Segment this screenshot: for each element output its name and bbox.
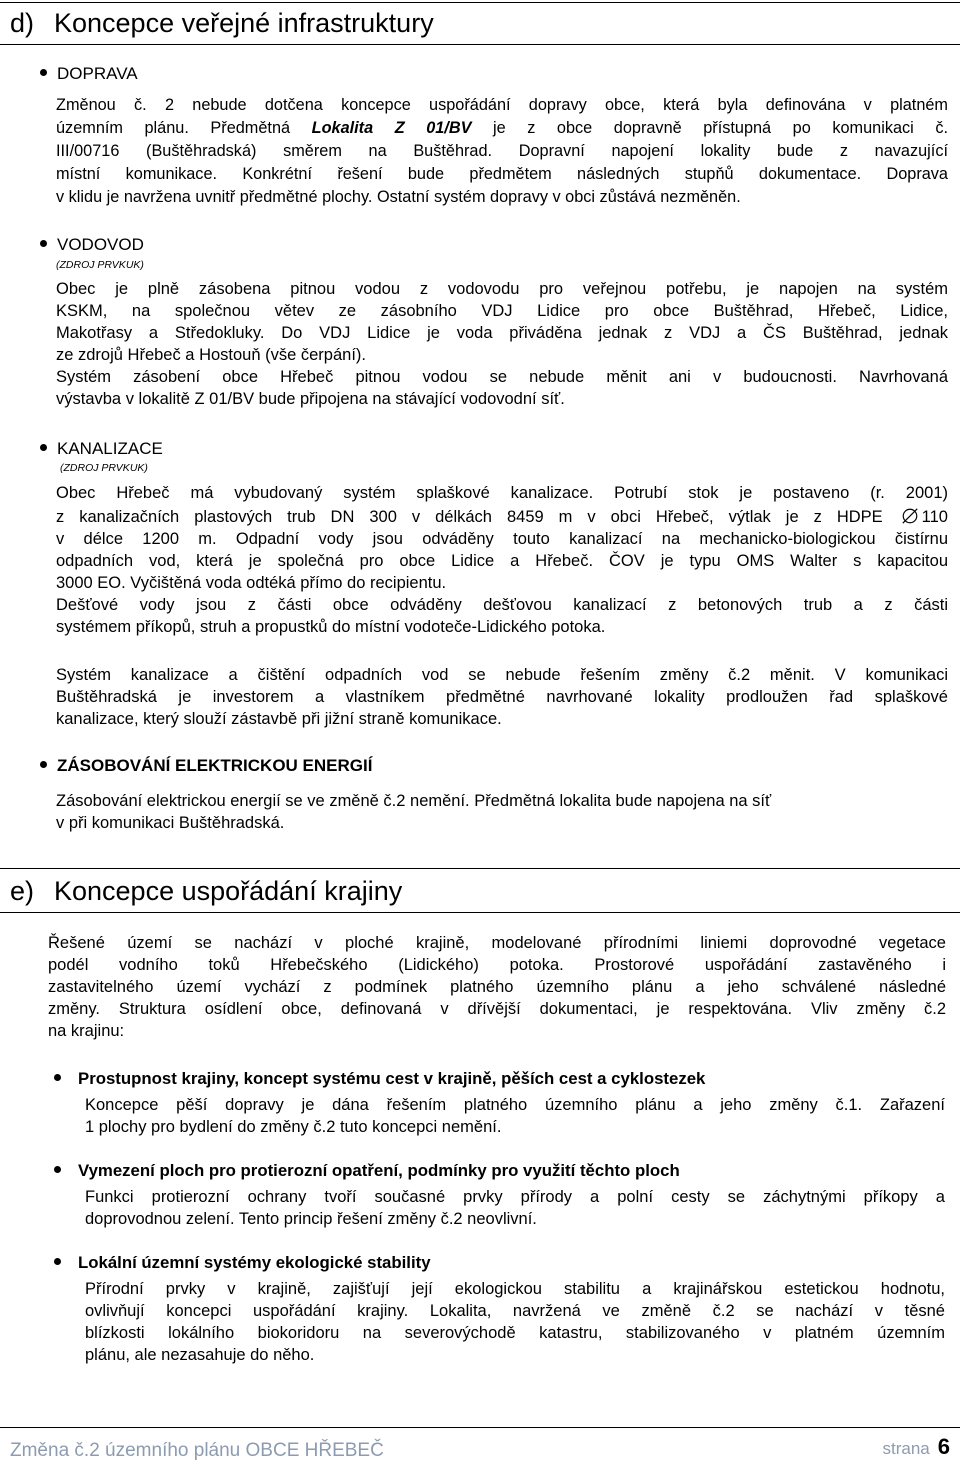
bullet-icon	[40, 444, 47, 451]
krajina-item-2-heading	[54, 1161, 680, 1181]
krajina-item-line: doprovodnou zelení. Tento princip řešení změny č.2 neovlivní.	[85, 1210, 537, 1228]
intro-line: Řešené území se nachází v ploché krajině, modelované přírodními liniemi doprovodné vegetace	[48, 934, 946, 952]
vodovod-heading-text: VODOVOD	[57, 235, 144, 254]
section-e-title: Koncepce uspořádání krajiny	[54, 876, 403, 906]
section-d-number: d)	[10, 8, 35, 38]
vodovod-line: Obec je plně zásobena pitnou vodou z vodovodu pro veřejnou potřebu, je napojen na systém	[56, 280, 948, 298]
vodovod-line: ze zdrojů Hřebeč a Hostouň (vše čerpání).	[56, 346, 366, 364]
kanalizace-line-value: 110	[921, 508, 948, 526]
section-e-bottom-rule	[0, 912, 960, 913]
kanalizace-line: odpadních vod, která je společná pro obce Lidice a Hřebeč. ČOV je typu OMS Walter s kapacitou	[56, 552, 948, 570]
bullet-icon	[54, 1258, 61, 1265]
footer-document-title: Změna č.2 územního plánu OBCE HŘEBEČ	[10, 1440, 384, 1461]
krajina-item-heading-text: Prostupnost krajiny, koncept systému cest v krajině, pěších cest a cyklostezek	[78, 1069, 706, 1088]
krajina-item-line: plánu, ale nezasahuje do něho.	[85, 1346, 315, 1364]
kanalizace-line-text: z kanalizačních plastových trub DN 300 v délkách 8459 m v obci Hřebeč, výtlak je z HDPE	[56, 508, 883, 526]
bullet-icon	[40, 761, 47, 768]
section-e-heading	[10, 876, 402, 907]
energie-heading-text: ZÁSOBOVÁNÍ ELEKTRICKOU ENERGIÍ	[57, 756, 373, 775]
vodovod-line: výstavba v lokalitě Z 01/BV bude připojena na stávající vodovodní síť.	[56, 390, 565, 408]
kanalizace-heading	[40, 439, 163, 459]
diameter-icon	[901, 507, 919, 525]
footer-rule	[0, 1427, 960, 1428]
krajina-item-2-text	[85, 1186, 945, 1230]
kanalizace-line: 3000 EO. Vyčištěná voda odtéká přímo do recipientu.	[56, 574, 447, 592]
doprava-paragraph	[56, 94, 948, 209]
energie-paragraph	[56, 790, 948, 834]
intro-line: změny. Struktura osídlení obce, definovaná v dřívější dokumentaci, je respektována. Vliv změny č.2	[48, 1000, 946, 1018]
intro-line: zastavitelného území vychází z podmínek platného územního plánu a jeho schválené následné	[48, 978, 946, 996]
lokalita-emphasis: Lokalita Z 01/BV	[311, 119, 472, 137]
kanalizace-line: v délce 1200 m. Odpadní vody jsou odváděny touto kanalizací na mechanicko-biologickou čistírnu	[56, 530, 948, 548]
section-d-bottom-rule	[0, 44, 960, 45]
krajina-item-3-heading	[54, 1253, 431, 1273]
doprava-line: místní komunikace. Konkrétní řešení bude předmětem následných stupňů dokumentace. Doprava	[56, 165, 948, 183]
kanalizace-line: systémem příkopů, struh a propustků do místní vodoteče-Lidického potoka.	[56, 618, 606, 636]
krajina-item-line: blízkosti lokálního biokoridoru na severovýchodě katastru, stabilizovaného v platném územním	[85, 1324, 945, 1342]
page-footer	[10, 1434, 950, 1462]
footer-page-number: 6	[937, 1434, 950, 1459]
doprava-line: III/00716 (Buštěhradská) směrem na Buštěhrad. Dopravní napojení lokality bude z navazující	[56, 142, 948, 160]
section-e-top-rule	[0, 868, 960, 869]
bullet-icon	[54, 1074, 61, 1081]
kanalizace-line: Obec Hřebeč má vybudovaný systém splaškové kanalizace. Potrubí stok je postaveno (r. 2001)	[56, 484, 948, 502]
krajina-item-heading-text: Lokální územní systémy ekologické stability	[78, 1253, 431, 1272]
vodovod-line: Makotřasy a Středokluky. Do VDJ Lidice je voda přiváděna jednak z VDJ a ČS Buštěhrad, jednak	[56, 324, 948, 342]
doprava-line: Změnou č. 2 nebude dotčena koncepce uspořádání dopravy obce, která byla definována v platném	[56, 96, 948, 114]
krajina-item-1-text	[85, 1094, 945, 1138]
section-d-title: Koncepce veřejné infrastruktury	[54, 8, 434, 38]
section-d-top-rule	[0, 2, 960, 3]
krajina-item-line: Funkci protierozní ochrany tvoří současné prvky přírody a polní cesty se záchytnými příkopy a	[85, 1188, 945, 1206]
bullet-icon	[40, 240, 47, 247]
section-d-heading	[10, 8, 434, 39]
energie-line: v při komunikaci Buštěhradská.	[56, 814, 285, 832]
kanalizace-line: Systém kanalizace a čištění odpadních vod se nebude řešením změny č.2 měnit. V komunikaci	[56, 666, 948, 684]
vodovod-paragraph	[56, 278, 948, 410]
kanalizace-paragraph	[56, 482, 948, 638]
doprava-heading-text: DOPRAVA	[57, 64, 138, 83]
vodovod-source: (ZDROJ PRVKUK)	[56, 259, 144, 271]
kanalizace-line: Buštěhradská je investorem a vlastníkem předmětné navrhované lokality prodloužen řad splaškové	[56, 688, 948, 706]
kanalizace-line: kanalizace, který slouží zástavbě při jižní straně komunikace.	[56, 710, 502, 728]
footer-page	[883, 1434, 951, 1460]
section-e-number: e)	[10, 876, 35, 906]
krajina-item-3-text	[85, 1278, 945, 1366]
krajina-item-heading-text: Vymezení ploch pro protierozní opatření, podmínky pro využití těchto ploch	[78, 1161, 680, 1180]
energie-heading	[40, 756, 372, 776]
vodovod-heading	[40, 235, 144, 255]
krajina-item-line: Koncepce pěší dopravy je dána řešením platného územního plánu a jeho změny č.1. Zařazení	[85, 1096, 945, 1114]
krajina-item-1-heading	[54, 1069, 705, 1089]
krajina-intro	[48, 932, 946, 1042]
kanalizace-line	[56, 504, 948, 528]
doprava-line: územním plánu. Předmětná Lokalita Z 01/BV je z obce dopravně přístupná po komunikaci č.	[56, 119, 948, 137]
intro-line: podél vodního toků Hřebečského (Lidického) potoka. Prostorové uspořádání zastavěného i	[48, 956, 946, 974]
krajina-item-line: ovlivňují koncepci uspořádání krajiny. Lokalita, navržená ve změně č.2 se nachází v těsné	[85, 1302, 945, 1320]
kanalizace-source: (ZDROJ PRVKUK)	[60, 462, 148, 474]
krajina-item-line: Přírodní prvky v krajině, zajišťují její ekologickou stabilitu a krajinářskou estetickou hodnotu,	[85, 1280, 945, 1298]
doprava-line: v klidu je navržena uvnitř předmětné plochy. Ostatní systém dopravy v obci zůstává nezměněn.	[56, 188, 741, 206]
kanalizace-heading-text: KANALIZACE	[57, 439, 163, 458]
vodovod-line: Systém zásobení obce Hřebeč pitnou vodou se nebude měnit ani v budoucnosti. Navrhovaná	[56, 368, 948, 386]
kanalizace-paragraph-2	[56, 664, 948, 730]
bullet-icon	[54, 1166, 61, 1173]
krajina-item-line: 1 plochy pro bydlení do změny č.2 tuto koncepci nemění.	[85, 1118, 502, 1136]
footer-page-label: strana	[882, 1439, 930, 1458]
doprava-heading	[40, 64, 138, 84]
vodovod-line: KSKM, na společnou větev ze zásobního VDJ Lidice pro obce Buštěhrad, Hřebeč, Lidice,	[56, 302, 948, 320]
energie-line: Zásobování elektrickou energií se ve změně č.2 nemění. Předmětná lokalita bude napojena na síť	[56, 792, 772, 810]
kanalizace-line: Dešťové vody jsou z části obce odváděny dešťovou kanalizací z betonových trub a z části	[56, 596, 948, 614]
bullet-icon	[40, 69, 47, 76]
intro-line: na krajinu:	[48, 1022, 125, 1040]
